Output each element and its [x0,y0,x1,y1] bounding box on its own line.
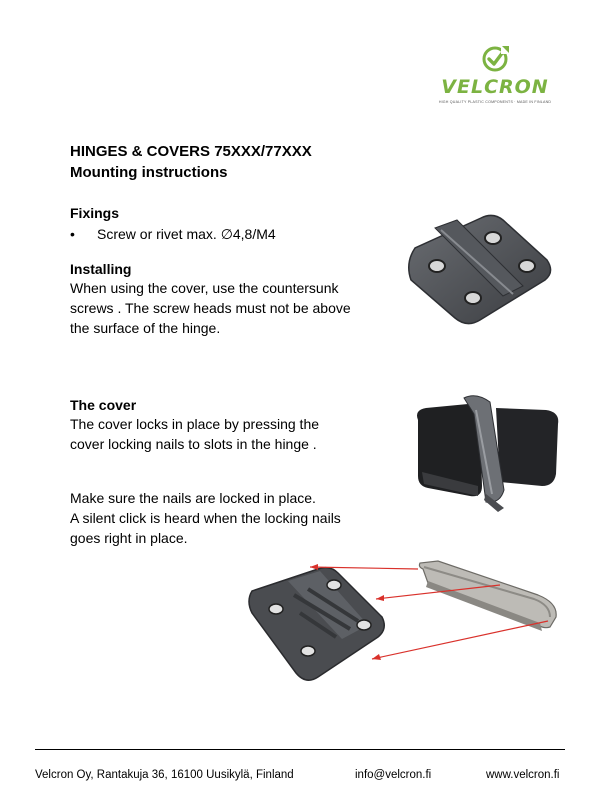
cover-note-2: A silent click is heard when the locking nails goes right in place. [70,510,341,546]
fixings-item-text: Screw or rivet max. ∅4,8/M4 [97,226,276,242]
footer-web-link[interactable]: www.velcron.fi [486,769,560,781]
velcron-logo [430,42,560,112]
exploded-view-image [238,555,568,690]
cover-note-1: Make sure the nails are locked in place. [70,490,316,506]
cover-text: The cover locks in place by pressing the cover locking nails to slots in the hinge . [70,416,320,452]
page-title [70,141,312,183]
title-line-1: HINGES & COVERS 75XXX/77XXX [70,143,312,160]
footer-email-link[interactable]: info@velcron.fi [355,769,432,781]
fixings-heading: Fixings [70,205,120,221]
logo-tagline: HIGH QUALITY PLASTIC COMPONENTS · MADE IN FINLAND [438,100,552,104]
hinge-image [395,208,560,338]
footer-company: Velcron Oy, Rantakuja 36, 16100 Uusikylä, Finland [35,769,294,781]
fixings-item [70,224,276,244]
bullet-icon: • [70,226,75,242]
title-line-2: Mounting instructions [70,164,228,181]
cover-image [408,390,568,515]
installing-heading: Installing [70,261,132,277]
footer-divider [35,749,565,750]
cover-heading: The cover [70,397,137,413]
installing-text: When using the cover, use the countersunk screws . The screw heads must not be above the surface of the hinge. [70,280,351,336]
logo-wordmark: VELCRON [441,76,549,98]
